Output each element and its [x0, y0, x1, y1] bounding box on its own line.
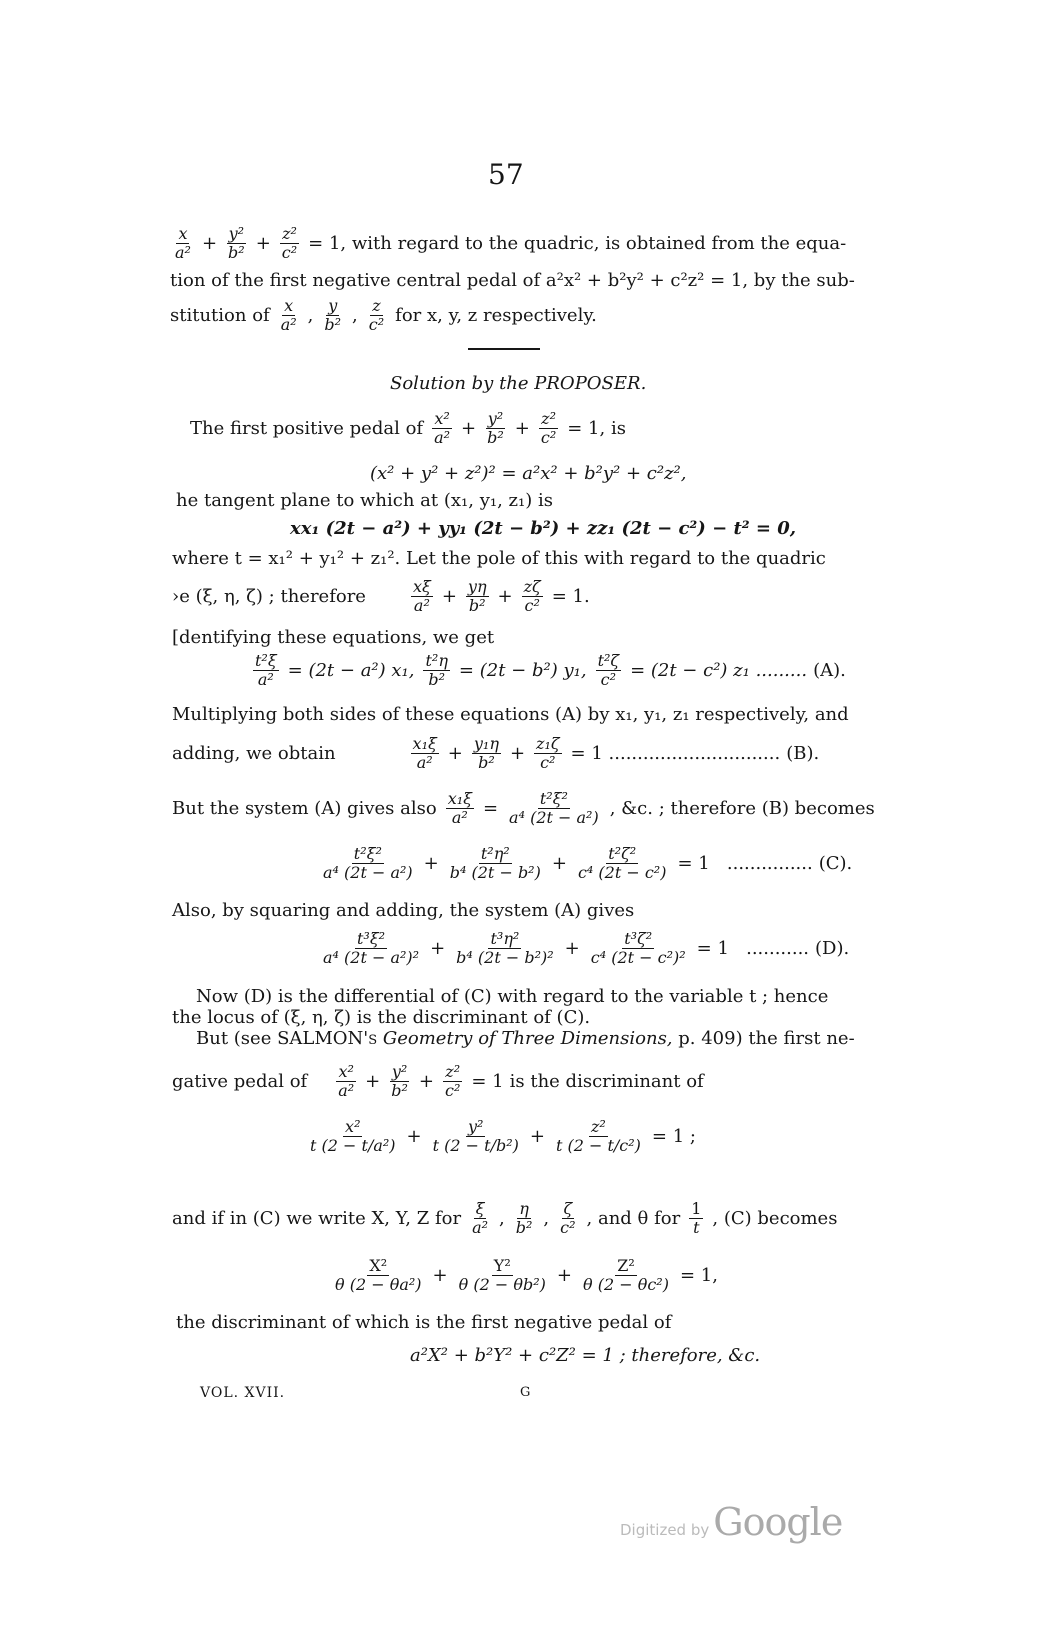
intro-line-1-text: = 1, with regard to the quadric, is obtained from the equa- — [308, 233, 847, 254]
section-divider — [468, 348, 540, 350]
equation-b-tag: (B). — [786, 743, 820, 764]
paragraph-p14: and if in (C) we write X, Y, Z for $\frac{\xi}{\text{a²}}$ , $\frac{\eta}{\text{b²}}$ , $\frac{\zeta}{\text{c²}}$ , and θ for $\frac{1}{t}$ , (C) becomes — [172, 1199, 838, 1237]
paragraph-p9: Also, by squaring and adding, the system (A) gives — [172, 900, 635, 921]
digitized-text: Digitized by — [620, 1521, 710, 1539]
equation-2: xx₁ (2t − a²) + yy₁ (2t − b²) + zz₁ (2t − c²) − t² = 0, — [290, 518, 797, 539]
intro-line-2: tion of the first negative central pedal of a²x² + b²y² + c²z² = 1, by the sub- — [170, 270, 855, 291]
paragraph-p11: the locus of (ξ, η, ζ) is the discriminant of (C). — [172, 1007, 591, 1028]
solution-heading: Solution by the PROPOSER. — [390, 373, 647, 394]
equation-a-tag: (A). — [813, 660, 846, 681]
intro-line-3: stitution of $\frac{x}{\text{a²}}$ , $\frac{y}{\text{b²}}$ , $\frac{z}{\text{c²}}$ for x, y, z respectively. — [170, 296, 597, 334]
paragraph-p13: gative pedal of $\frac{\text{x²}}{\text{a²}}$ + $\frac{\text{y²}}{\text{b²}}$ + $\frac{\text{z²}}{\text{c²}}$ = 1 is the discriminant of — [172, 1062, 704, 1100]
equation-c-tag: (C). — [818, 853, 853, 874]
paragraph-p1: The first positive pedal of $\frac{\text{x²}}{\text{a²}}$ + $\frac{\text{y²}}{\text{b²}}$ + $\frac{\text{z²}}{\text{c²}}$ = 1, is — [190, 409, 626, 447]
footer-volume: VOL. XVII. — [200, 1385, 286, 1401]
equation-c: $\frac{\text{t²ξ²}}{\text{a⁴ (2t − a²)}}$ + $\frac{\text{t²η²}}{\text{b⁴ (2t − b²)}}$ + $\frac{\text{t²ζ²}}{\text{c⁴ (2t − c²)}}$ = 1 ............... (C). — [323, 844, 853, 882]
paragraph-p4: ›e (ξ, η, ζ) ; therefore $\frac{x\xi}{\text{a²}}$ + $\frac{y\eta}{\text{b²}}$ + $\frac{z\zeta}{\text{c²}}$ = 1. — [172, 577, 590, 615]
paragraph-p5: [dentifying these equations, we get — [172, 627, 495, 648]
paragraph-p2: he tangent plane to which at (x₁, y₁, z₁) is — [176, 490, 553, 511]
equation-final: $\frac{\text{X²}}{\text{θ (2 − θa²)}}$ + $\frac{\text{Y²}}{\text{θ (2 − θb²)}}$ + $\frac{\text{Z²}}{\text{θ (2 − θc²)}}$ = 1, — [335, 1256, 718, 1294]
equation-last: a²X² + b²Y² + c²Z² = 1 ; therefore, &c. — [410, 1345, 761, 1366]
equation-d: $\frac{\text{t³ξ²}}{\text{a⁴ (2t − a²)²}}$ + $\frac{\text{t³η²}}{\text{b⁴ (2t − b²)²}}$ + $\frac{\text{t³ζ²}}{\text{c⁴ (2t − c²)²}}$ = 1 ........... (D). — [323, 929, 850, 967]
paragraph-p10: Now (D) is the differential of (C) with regard to the variable t ; hence — [196, 986, 829, 1007]
equation-d-tag: (D). — [815, 938, 850, 959]
equation-a: $\frac{\text{t²ξ}}{\text{a²}}$ = (2t − a²) x₁, $\frac{\text{t²η}}{\text{b²}}$ = (2t − b²) y₁, $\frac{\text{t²ζ}}{\text{c²}}$ = (2t − c²) z₁ ......... (A). — [255, 651, 846, 689]
intro-line-1: $\frac{x}{\text{a²}}$ + $\frac{\text{y²}}{\text{b²}}$ + $\frac{\text{z²}}{\text{c²}}$ = 1, with regard to the quadric, is obtained from the equa- — [175, 224, 847, 262]
paragraph-p3: where t = x₁² + y₁² + z₁². Let the pole of this with regard to the quadric — [172, 548, 826, 569]
google-logo: Google — [713, 1500, 843, 1544]
paragraph-p15: the discriminant of which is the first negative pedal of — [176, 1312, 672, 1333]
page-number: 57 — [488, 158, 524, 191]
digitized-by-google — [620, 1500, 842, 1544]
equation-b: adding, we obtain $\frac{\text{x₁ξ}}{\text{a²}}$ + $\frac{\text{y₁η}}{\text{b²}}$ + $\frac{\text{z₁ζ}}{\text{c²}}$ = 1 .............................. (B). — [172, 734, 820, 772]
paragraph-p6: Multiplying both sides of these equations (A) by x₁, y₁, z₁ respectively, and — [172, 704, 849, 725]
paragraph-p12: But (see SALMON's Geometry of Three Dimensions, p. 409) the first ne- — [196, 1028, 855, 1049]
equation-1: (x² + y² + z²)² = a²x² + b²y² + c²z², — [370, 463, 687, 484]
equation-discriminant: $\frac{\text{x²}}{\text{t (2 − t/a²)}}$ + $\frac{\text{y²}}{\text{t (2 − t/b²)}}$ + $\frac{\text{z²}}{\text{t (2 − t/c²)}}$ = 1 ; — [310, 1117, 696, 1155]
paragraph-p8: But the system (A) gives also $\frac{\text{x₁ξ}}{\text{a²}}$ = $\frac{\text{t²ξ²}}{\text{a⁴ (2t − a²)}}$ , &c. ; therefore (B) becomes — [172, 789, 875, 827]
footer-signature: G — [520, 1385, 531, 1400]
